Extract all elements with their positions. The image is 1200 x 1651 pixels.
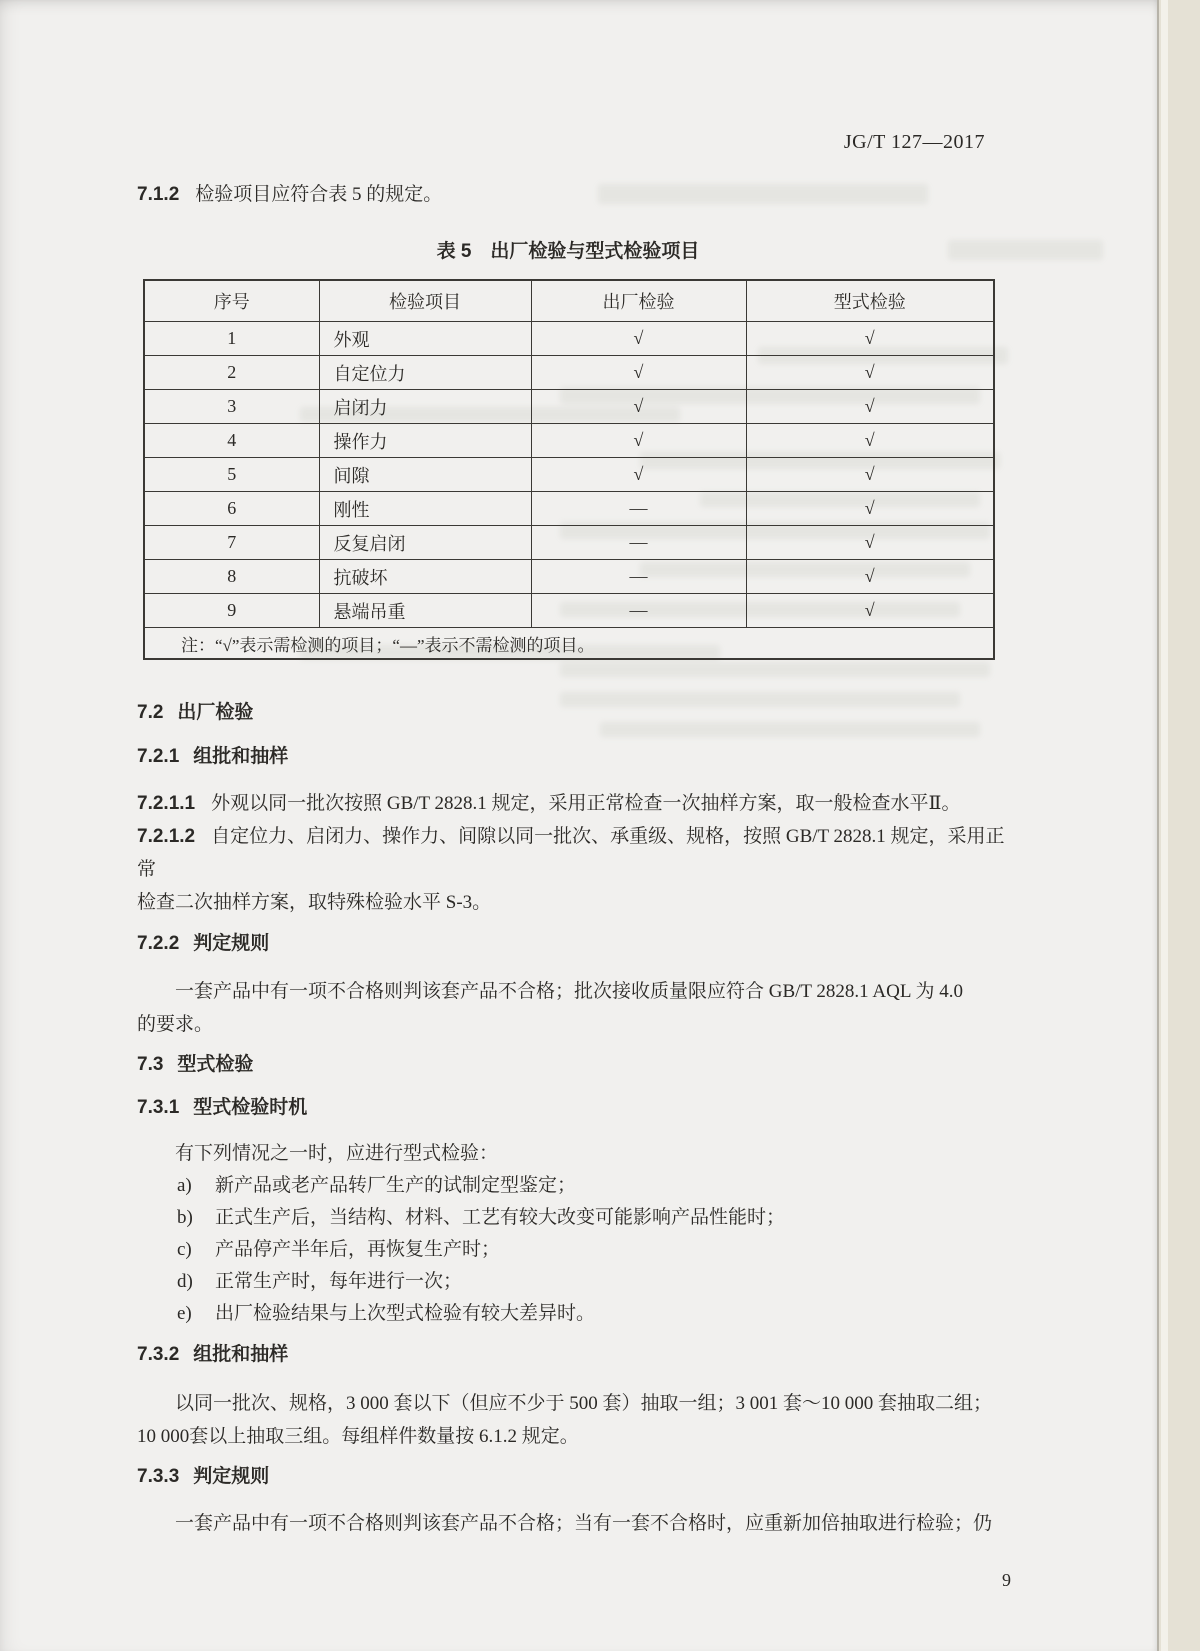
column-header-item: 检验项目 — [319, 280, 531, 322]
cell-item: 刚性 — [319, 492, 531, 526]
clause-number: 7.2.1.1 — [137, 793, 196, 814]
list-item-e — [137, 1298, 1013, 1330]
clause-number: 7.2.2 — [137, 933, 180, 954]
list-marker: a) — [177, 1175, 192, 1196]
column-header-factory: 出厂检验 — [531, 280, 746, 322]
clause-number: 7.3.3 — [137, 1466, 180, 1487]
cell-type-mark: √ — [746, 322, 994, 356]
table-row — [144, 356, 994, 390]
cell-item: 悬端吊重 — [319, 594, 531, 628]
heading-title: 型式检验 — [177, 1054, 254, 1075]
table-row — [144, 492, 994, 526]
column-header-type: 型式检验 — [746, 280, 994, 322]
cell-item: 外观 — [319, 322, 531, 356]
heading-title: 出厂检验 — [177, 702, 254, 723]
table-row — [144, 560, 994, 594]
paragraph-7-3-3-line1: 一套产品中有一项不合格则判该套产品不合格；当有一套不合格时，应重新加倍抽取进行检验；仍 — [175, 1513, 993, 1534]
cell-no: 7 — [144, 526, 319, 560]
cell-type-mark: √ — [746, 492, 994, 526]
cell-no: 6 — [144, 492, 319, 526]
table-row — [144, 458, 994, 492]
cell-factory-mark: — — [531, 526, 746, 560]
list-text: 正常生产时，每年进行一次； — [215, 1271, 463, 1292]
cell-item: 间隙 — [319, 458, 531, 492]
list-marker: e) — [177, 1303, 192, 1324]
table-caption: 表 5 出厂检验与型式检验项目 — [436, 241, 700, 262]
clause-number: 7.3.2 — [137, 1344, 180, 1365]
heading-7-3 — [137, 1052, 1013, 1078]
cell-type-mark: √ — [746, 390, 994, 424]
cell-type-mark: √ — [746, 526, 994, 560]
paragraph-7-3-1-intro: 有下列情况之一时，应进行型式检验： — [175, 1143, 499, 1164]
cell-item: 启闭力 — [319, 390, 531, 424]
page-content — [137, 0, 1013, 1592]
list-text: 出厂检验结果与上次型式检验有较大差异时。 — [215, 1303, 596, 1324]
table-row — [144, 390, 994, 424]
heading-title: 组批和抽样 — [193, 746, 289, 767]
cell-type-mark: √ — [746, 356, 994, 390]
list-item-c — [137, 1234, 1013, 1266]
heading-7-3-3 — [137, 1464, 1013, 1490]
cell-factory-mark: √ — [531, 390, 746, 424]
clause-number: 7.1.2 — [137, 184, 180, 205]
cell-item: 抗破坏 — [319, 560, 531, 594]
heading-title: 判定规则 — [193, 1466, 270, 1487]
cell-factory-mark: √ — [531, 458, 746, 492]
cell-type-mark: √ — [746, 458, 994, 492]
list-marker: b) — [177, 1207, 193, 1228]
clause-7-1-2 — [137, 178, 1013, 211]
cell-factory-mark: √ — [531, 322, 746, 356]
list-marker: d) — [177, 1271, 193, 1292]
clause-text: 检验项目应符合表 5 的规定。 — [195, 184, 443, 205]
standard-reference: JG/T 127—2017 — [843, 131, 985, 153]
list-text: 产品停产半年后，再恢复生产时； — [215, 1239, 501, 1260]
clause-text: 自定位力、启闭力、操作力、间隙以同一批次、承重级、规格，按照 GB/T 2828.1 规定，采用正常 — [137, 826, 1005, 880]
list-item-a — [137, 1170, 1013, 1202]
paragraph-7-2-2-line2: 的要求。 — [137, 1014, 214, 1035]
cell-factory-mark: √ — [531, 356, 746, 390]
book-page-edge — [1157, 0, 1200, 1651]
heading-title: 型式检验时机 — [193, 1097, 308, 1118]
list-item-b — [137, 1202, 1013, 1234]
clause-number: 7.3.1 — [137, 1097, 180, 1118]
cell-no: 2 — [144, 356, 319, 390]
heading-7-2-1 — [137, 744, 1013, 770]
list-text: 正式生产后，当结构、材料、工艺有较大改变可能影响产品性能时； — [215, 1207, 786, 1228]
heading-title: 组批和抽样 — [193, 1344, 289, 1365]
clause-7-2-1-2 — [137, 820, 1013, 886]
clause-7-2-1-2-continued: 检查二次抽样方案，取特殊检验水平 S-3。 — [137, 892, 492, 913]
paragraph-7-3-2-line1: 以同一批次、规格，3 000 套以下（但应不少于 500 套）抽取一组；3 001 套～10 000 套抽取二组； — [175, 1393, 993, 1414]
page-number: 9 — [1002, 1570, 1011, 1590]
cell-type-mark: √ — [746, 560, 994, 594]
cell-no: 3 — [144, 390, 319, 424]
cell-item: 自定位力 — [319, 356, 531, 390]
clause-number: 7.2 — [137, 702, 164, 723]
heading-7-2-2 — [137, 931, 1013, 957]
cell-factory-mark: — — [531, 594, 746, 628]
list-item-d — [137, 1266, 1013, 1298]
cell-factory-mark: — — [531, 560, 746, 594]
heading-7-2 — [137, 700, 1013, 726]
list-marker: c) — [177, 1239, 192, 1260]
table-note-row — [144, 628, 994, 660]
table-row — [144, 424, 994, 458]
clause-text: 外观以同一批次按照 GB/T 2828.1 规定，采用正常检查一次抽样方案，取一般检查水平Ⅱ。 — [211, 793, 961, 814]
cell-no: 9 — [144, 594, 319, 628]
cell-item: 操作力 — [319, 424, 531, 458]
clause-number: 7.2.1.2 — [137, 826, 196, 847]
clause-number: 7.3 — [137, 1054, 164, 1075]
column-header-no: 序号 — [144, 280, 319, 322]
table-note: 注：“√”表示需检测的项目；“—”表示不需检测的项目。 — [144, 628, 994, 660]
paragraph-7-2-2-line1: 一套产品中有一项不合格则判该套产品不合格；批次接收质量限应符合 GB/T 2828.1 AQL 为 4.0 — [175, 981, 963, 1002]
cell-type-mark: √ — [746, 594, 994, 628]
list-text: 新产品或老产品转厂生产的试制定型鉴定； — [215, 1175, 577, 1196]
table-row — [144, 322, 994, 356]
heading-7-3-2 — [137, 1342, 1013, 1368]
heading-title: 判定规则 — [193, 933, 270, 954]
cell-no: 8 — [144, 560, 319, 594]
cell-no: 1 — [144, 322, 319, 356]
inspection-items-table — [143, 279, 995, 660]
table-row — [144, 594, 994, 628]
clause-7-2-1-1 — [137, 787, 1013, 820]
cell-item: 反复启闭 — [319, 526, 531, 560]
table-row — [144, 526, 994, 560]
cell-factory-mark: √ — [531, 424, 746, 458]
heading-7-3-1 — [137, 1095, 1013, 1121]
cell-factory-mark: — — [531, 492, 746, 526]
table-header-row — [144, 280, 994, 322]
paragraph-7-3-2-line2: 10 000套以上抽取三组。每组样件数量按 6.1.2 规定。 — [137, 1426, 579, 1447]
cell-type-mark: √ — [746, 424, 994, 458]
clause-number: 7.2.1 — [137, 746, 180, 767]
cell-no: 4 — [144, 424, 319, 458]
cell-no: 5 — [144, 458, 319, 492]
